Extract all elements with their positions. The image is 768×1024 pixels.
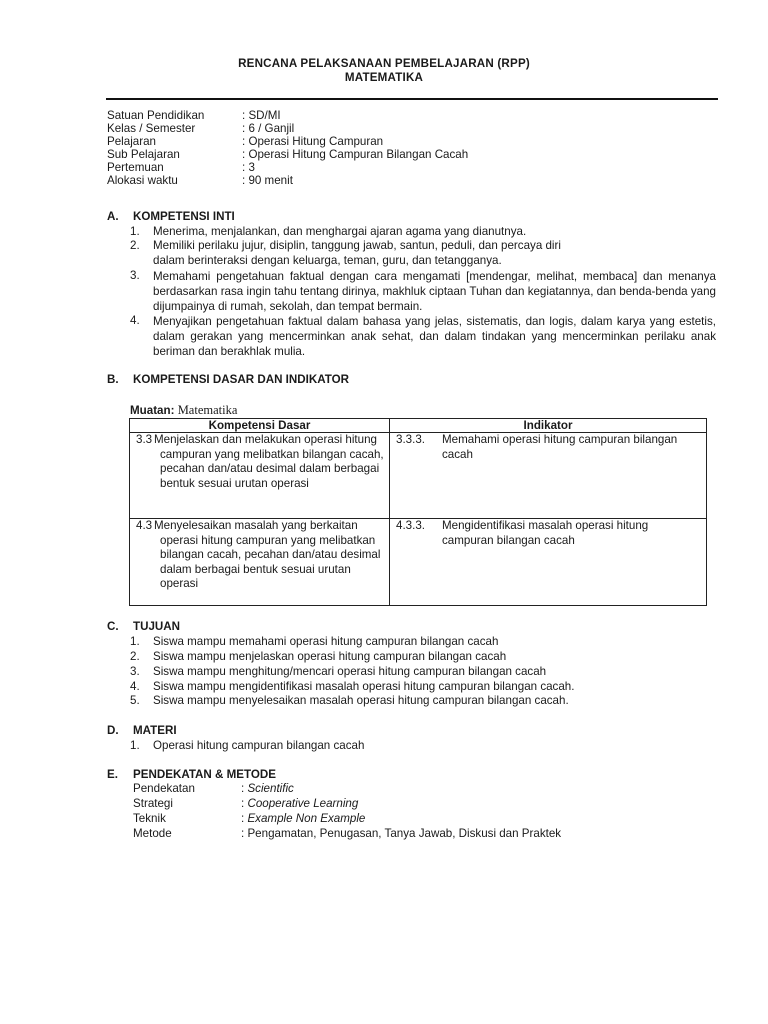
table-row	[130, 519, 707, 606]
identity-value: : SD/MI	[242, 109, 281, 122]
section-a-heading: A. KOMPETENSI INTI	[107, 210, 235, 223]
table-cell: 4.3.3. Mengidentifikasi masalah operasi hitung campuran bilangan cacah	[390, 519, 707, 606]
section-b-heading: B. KOMPETENSI DASAR DAN INDIKATOR	[107, 373, 349, 386]
table-row	[130, 433, 707, 519]
identity-value: : Operasi Hitung Campuran Bilangan Cacah	[242, 148, 469, 161]
section-c-heading: C. TUJUAN	[107, 620, 181, 633]
identity-value: : Operasi Hitung Campuran	[242, 135, 384, 148]
table-cell: 4.3 Menyelesaikan masalah yang berkaitan operasi hitung campuran yang melibatkan bilangan cacah, pecahan dan/atau desimal dalam berbagai bentuk sesuai urutan operasi	[130, 519, 390, 606]
kd-indicator-table	[129, 418, 707, 606]
identity-label: Pertemuan	[107, 161, 164, 174]
identity-label: Pelajaran	[107, 135, 156, 148]
muatan-line: Muatan: Matematika	[130, 403, 238, 417]
document-title: RENCANA PELAKSANAAN PEMBELAJARAN (RPP)	[238, 57, 530, 70]
identity-label: Satuan Pendidikan	[107, 109, 205, 122]
section-e-heading: E. PENDEKATAN & METODE	[107, 768, 276, 781]
table-header-row	[130, 419, 707, 433]
identity-value: : 6 / Ganjil	[242, 122, 295, 135]
table-cell: 3.3.3. Memahami operasi hitung campuran bilangan cacah	[390, 433, 707, 519]
rpp-document-page: RENCANA PELAKSANAAN PEMBELAJARAN (RPP) MATEMATIKA Satuan Pendidikan : SD/MI Kelas / Semester : 6 / Ganjil Pelajaran : Operasi Hitung Campuran Sub Pelajaran : Operasi Hitung Campuran Bilangan Cacah Pertemuan : 3 Alokasi waktu : 90 menit A. KOMPETENSI INTI 1. Menerima, menjalankan, dan menghargai ajaran agama yang dianutnya. 2. Memiliki perilaku jujur, disiplin, tanggung jawab, santun, peduli, dan percaya diri dalam berinteraksi dengan keluarga, teman, guru, dan tetangganya. 3. Memahami pengetahuan faktual dengan cara mengamati [mendengar, melihat, membaca] dan menanya berdasarkan rasa ingin tahu tentang dirinya, makhluk ciptaan Tuhan dan kegiatannya, dan benda-benda yang dijumpainya di rumah, sekolah, dan tempat bermain. 4. Menyajikan pengetahuan faktual dalam bahasa yang jelas, sistematis, dan logis, dalam karya yang estetis, dalam gerakan yang mencerminkan anak sehat, dan dalam tindakan yang mencerminkan perilaku anak beriman dan berakhlak mulia. B. KOMPETENSI DASAR DAN INDIKATOR Muatan: Matematika Kompetensi Dasar Indikator 3.3 Menjelaskan dan melakukan operasi hitung campuran yang melibatkan bilangan cacah, pecahan dan/atau desimal dalam berbagai bentuk sesuai urutan operasi 3.3.3. Memahami operasi hitung campuran bilangan cacah 4.3 Menyelesaikan masalah yang berkaitan operasi hitung campuran yang melibatkan bilangan cacah, pecahan dan/atau desimal dalam berbagai bentuk sesuai urutan operasi 4.3.3. Mengidentifikasi masalah operasi hitung campuran bilangan cacah C. TUJUAN 1. Siswa mampu memahami operasi hitung campuran bilangan cacah 2. Siswa mampu menjelaskan operasi hitung campuran bilangan cacah 3. Siswa mampu menghitung/mencari operasi hitung campuran bilangan cacah 4. Siswa mampu mengidentifikasi masalah operasi hitung campuran bilangan cacah. 5. Siswa mampu menyelesaikan masalah operasi hitung campuran bilangan cacah. D. MATERI 1. Operasi hitung campuran bilangan cacah E. PENDEKATAN & METODE Pendekatan : Scientific Strategi : Cooperative Learning Teknik : Example Non Example Metode : Pengamatan, Penugasan, Tanya Jawab, Diskusi dan Praktek	[0, 0, 768, 1024]
table-cell: 3.3 Menjelaskan dan melakukan operasi hitung campuran yang melibatkan bilangan cacah, pecahan dan/atau desimal dalam berbagai bentuk sesuai urutan operasi	[130, 433, 390, 519]
identity-label: Sub Pelajaran	[107, 148, 180, 161]
identity-value: : 3	[242, 161, 255, 174]
table-header: Kompetensi Dasar	[130, 419, 390, 433]
identity-label: Kelas / Semester	[107, 122, 196, 135]
section-d-heading: D. MATERI	[107, 724, 177, 737]
identity-value: : 90 menit	[242, 174, 293, 187]
document-subtitle: MATEMATIKA	[344, 71, 424, 84]
header-divider	[106, 98, 718, 100]
table-header: Indikator	[390, 419, 707, 433]
identity-label: Alokasi waktu	[107, 174, 178, 187]
